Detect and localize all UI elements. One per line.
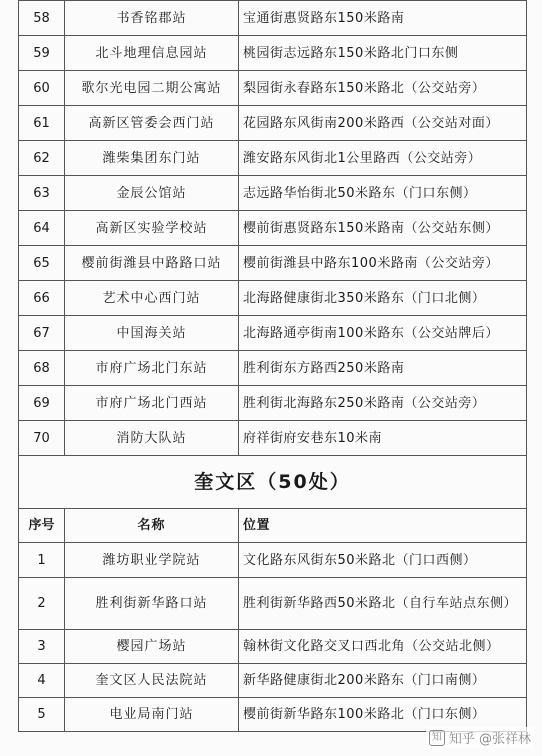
table-row bbox=[19, 664, 527, 698]
station-name: 艺术中心西门站 bbox=[65, 281, 239, 316]
station-name: 潍柴集团东门站 bbox=[65, 141, 239, 176]
station-name: 歌尔光电园二期公寓站 bbox=[65, 71, 239, 106]
row-number: 60 bbox=[19, 71, 65, 106]
table-row bbox=[19, 421, 527, 456]
row-number: 69 bbox=[19, 386, 65, 421]
section-title: 奎文区（50处） bbox=[19, 456, 527, 509]
station-location: 樱前街潍县中路东100米路南（公交站旁） bbox=[239, 246, 527, 281]
station-name: 樱园广场站 bbox=[65, 630, 239, 664]
station-location: 胜利街东方路西250米路南 bbox=[239, 351, 527, 386]
row-number: 58 bbox=[19, 1, 65, 36]
table-row bbox=[19, 1, 527, 36]
header-location: 位置 bbox=[239, 509, 527, 543]
section-row bbox=[19, 456, 527, 509]
row-number: 59 bbox=[19, 36, 65, 71]
station-name: 潍坊职业学院站 bbox=[65, 543, 239, 578]
table-row bbox=[19, 141, 527, 176]
station-location: 梨园街永春路东150米路北（公交站旁） bbox=[239, 71, 527, 106]
zhihu-logo-icon: 知 bbox=[429, 730, 445, 746]
station-location: 新华路健康街北200米路东（门口南侧） bbox=[239, 664, 527, 698]
table-row bbox=[19, 246, 527, 281]
row-number: 5 bbox=[19, 698, 65, 732]
station-name: 奎文区人民法院站 bbox=[65, 664, 239, 698]
header-name: 名称 bbox=[65, 509, 239, 543]
table-row bbox=[19, 176, 527, 211]
station-location: 志远路华怡街北50米路东（门口东侧） bbox=[239, 176, 527, 211]
header-number: 序号 bbox=[19, 509, 65, 543]
row-number: 63 bbox=[19, 176, 65, 211]
station-name: 北斗地理信息园站 bbox=[65, 36, 239, 71]
row-number: 67 bbox=[19, 316, 65, 351]
station-location: 翰林街文化路交叉口西北角（公交站北侧） bbox=[239, 630, 527, 664]
station-name: 市府广场北门东站 bbox=[65, 351, 239, 386]
station-location: 文化路东风街东50米路北（门口西侧） bbox=[239, 543, 527, 578]
station-location: 潍安路东风街北1公里路西（公交站旁） bbox=[239, 141, 527, 176]
station-name: 金辰公馆站 bbox=[65, 176, 239, 211]
watermark-text: 知乎 @张祥林 bbox=[448, 732, 531, 747]
table-row bbox=[19, 578, 527, 630]
row-number: 68 bbox=[19, 351, 65, 386]
station-location: 樱前街新华路东100米路北（门口东侧） bbox=[239, 698, 527, 732]
station-location: 胜利街新华路西50米路北（自行车站点东侧） bbox=[239, 578, 527, 630]
station-name: 樱前街潍县中路路口站 bbox=[65, 246, 239, 281]
station-name: 电业局南门站 bbox=[65, 698, 239, 732]
row-number: 66 bbox=[19, 281, 65, 316]
header-row bbox=[19, 509, 527, 543]
site-table bbox=[18, 0, 527, 732]
station-location: 花园路东风街南200米路西（公交站对面） bbox=[239, 106, 527, 141]
row-number: 4 bbox=[19, 664, 65, 698]
row-number: 62 bbox=[19, 141, 65, 176]
watermark bbox=[426, 727, 534, 748]
station-name: 高新区实验学校站 bbox=[65, 211, 239, 246]
row-number: 70 bbox=[19, 421, 65, 456]
table-row bbox=[19, 316, 527, 351]
row-number: 1 bbox=[19, 543, 65, 578]
table-row bbox=[19, 71, 527, 106]
row-number: 65 bbox=[19, 246, 65, 281]
table-row bbox=[19, 281, 527, 316]
station-name: 胜利街新华路口站 bbox=[65, 578, 239, 630]
station-location: 北海路通亭街南100米路东（公交站牌后） bbox=[239, 316, 527, 351]
row-number: 61 bbox=[19, 106, 65, 141]
station-name: 高新区管委会西门站 bbox=[65, 106, 239, 141]
station-location: 樱前街惠贤路东150米路南（公交站东侧） bbox=[239, 211, 527, 246]
table-row bbox=[19, 543, 527, 578]
station-name: 书香铭郡站 bbox=[65, 1, 239, 36]
station-location: 宝通街惠贤路东150米路南 bbox=[239, 1, 527, 36]
row-number: 64 bbox=[19, 211, 65, 246]
station-name: 消防大队站 bbox=[65, 421, 239, 456]
station-location: 胜利街北海路东250米路南（公交站旁） bbox=[239, 386, 527, 421]
station-location: 北海路健康街北350米路东（门口北侧） bbox=[239, 281, 527, 316]
table-row bbox=[19, 211, 527, 246]
table-row bbox=[19, 36, 527, 71]
row-number: 3 bbox=[19, 630, 65, 664]
table-row bbox=[19, 630, 527, 664]
table-row bbox=[19, 351, 527, 386]
station-location: 府祥街府安巷东10米南 bbox=[239, 421, 527, 456]
row-number: 2 bbox=[19, 578, 65, 630]
station-location: 桃园街志远路东150米路北门口东侧 bbox=[239, 36, 527, 71]
table-row bbox=[19, 106, 527, 141]
station-name: 市府广场北门西站 bbox=[65, 386, 239, 421]
station-name: 中国海关站 bbox=[65, 316, 239, 351]
table-row bbox=[19, 386, 527, 421]
